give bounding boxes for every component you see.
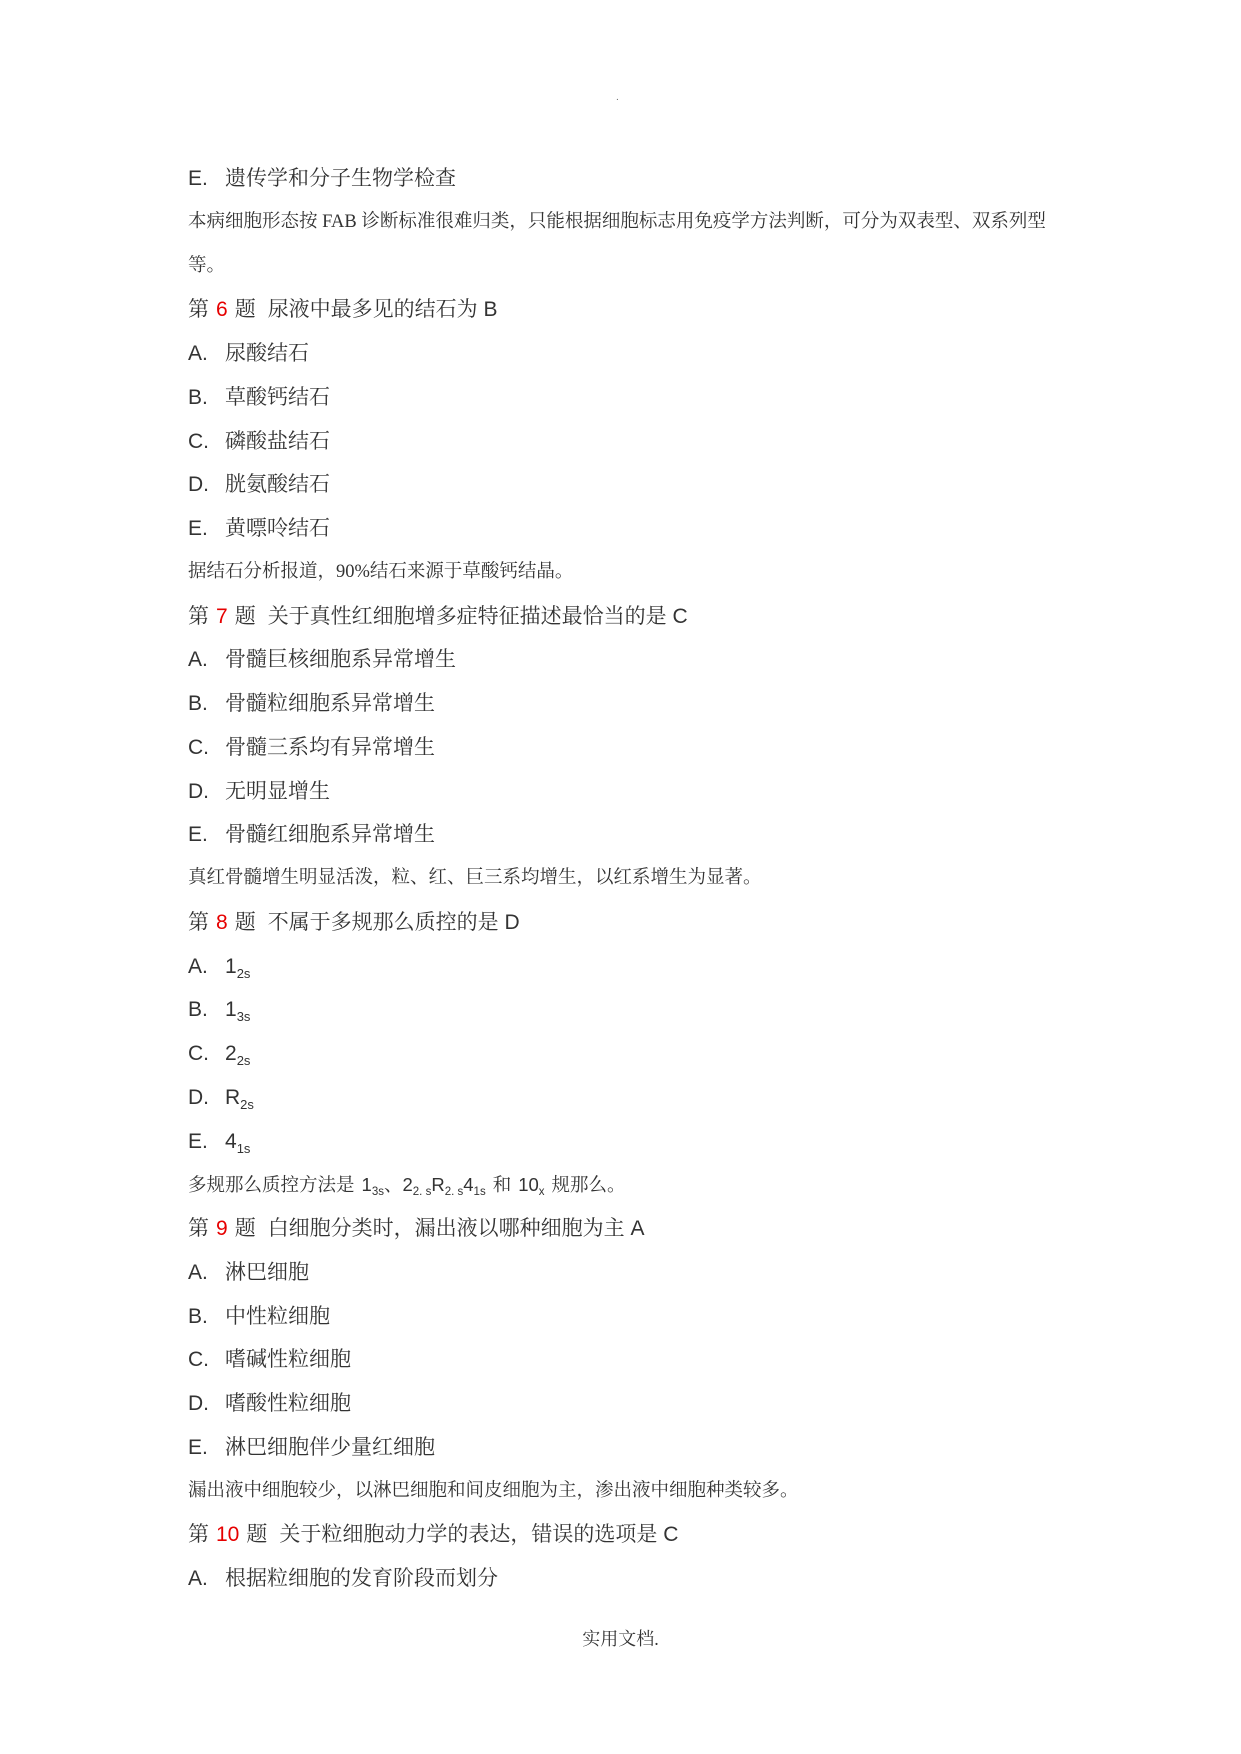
rule-conjunction: 和 <box>492 1176 512 1197</box>
explanation-line <box>188 1163 1054 1207</box>
option-text: 骨髓巨核细胞系异常增生 <box>225 648 456 672</box>
page-footer: 实用文档. <box>582 1629 659 1649</box>
subscript: 2. s <box>444 1186 464 1199</box>
option-line <box>188 1557 1054 1601</box>
subscript: 1s <box>236 1140 251 1156</box>
option-letter: B. <box>188 692 208 715</box>
option-letter: E. <box>188 167 208 190</box>
question-prefix: 第 <box>188 298 209 322</box>
question-number: 6 <box>216 298 228 322</box>
question-heading <box>188 1513 1054 1557</box>
question-prefix: 第 <box>188 1523 209 1547</box>
rule-base: 4 <box>463 1174 474 1196</box>
option-line <box>188 770 1054 814</box>
subscript: 2s <box>236 965 251 981</box>
option-letter: B. <box>188 998 208 1022</box>
option-line <box>188 945 1054 989</box>
question-number: 8 <box>216 910 228 934</box>
option-text: 骨髓红细胞系异常增生 <box>225 823 435 847</box>
option-line <box>188 157 1054 201</box>
option-text: 骨髓三系均有异常增生 <box>225 735 435 759</box>
subscript: 2s <box>236 1053 251 1068</box>
option-text: 4 <box>225 1129 237 1153</box>
option-line <box>188 813 1054 857</box>
option-text: 磷酸盐结石 <box>225 429 330 453</box>
question-stem: 白细胞分类时，漏出液以哪种细胞为主 A <box>267 1217 645 1240</box>
option-line <box>188 988 1054 1032</box>
option-letter: C. <box>188 735 209 759</box>
option-letter: A. <box>188 1260 208 1284</box>
option-line <box>188 1426 1054 1470</box>
option-line <box>188 376 1054 420</box>
option-line <box>188 1076 1054 1120</box>
subscript: x <box>538 1186 545 1199</box>
option-line <box>188 1120 1054 1164</box>
option-line <box>188 332 1054 376</box>
option-line <box>188 420 1054 464</box>
explanation-line: 漏出液中细胞较少，以淋巴细胞和间皮细胞为主，渗出液中细胞种类较多。 <box>188 1480 799 1501</box>
rule-base: 1 <box>361 1174 372 1196</box>
option-text: 遗传学和分子生物学检查 <box>225 167 456 190</box>
subscript: 1s <box>473 1186 486 1199</box>
explanation-lead: 多规那么质控方法是 <box>188 1176 355 1197</box>
question-heading <box>188 1207 1054 1251</box>
question-number: 10 <box>216 1523 240 1547</box>
option-text: 骨髓粒细胞系异常增生 <box>225 692 435 715</box>
question-prefix: 第 <box>188 910 209 934</box>
option-line <box>188 726 1054 770</box>
option-text: 嗜碱性粒细胞 <box>225 1348 351 1372</box>
option-text: 根据粒细胞的发育阶段而划分 <box>225 1567 498 1590</box>
question-number: 7 <box>216 604 228 628</box>
option-line <box>188 1032 1054 1076</box>
option-text: 无明显增生 <box>225 779 330 803</box>
option-text: 1 <box>225 998 237 1022</box>
rule-separator: 、 <box>383 1176 403 1197</box>
option-letter: C. <box>188 1042 209 1065</box>
option-text: 嗜酸性粒细胞 <box>225 1392 351 1415</box>
question-suffix: 题 <box>234 298 256 322</box>
option-line <box>188 1251 1054 1295</box>
subscript: 3s <box>236 1009 251 1025</box>
explanation-line: 真红骨髓增生明显活泼，粒、红、巨三系均增生，以红系增生为显著。 <box>188 868 762 888</box>
option-letter: B. <box>188 1304 208 1328</box>
option-text: 1 <box>225 954 237 978</box>
explanation-line: 本病细胞形态按 FAB 诊断标准很难归类，只能根据细胞标志用免疫学方法判断，可分为双表型、双系列型 <box>188 211 1046 232</box>
question-prefix: 第 <box>188 604 209 628</box>
question-prefix: 第 <box>188 1217 209 1240</box>
option-line <box>188 463 1054 507</box>
rule-base: 2 <box>402 1174 413 1196</box>
option-letter: E. <box>188 823 208 847</box>
option-letter: A. <box>188 342 208 365</box>
option-letter: C. <box>188 429 209 453</box>
rule-base: R <box>431 1174 445 1196</box>
option-line <box>188 638 1054 682</box>
option-text: 胱氨酸结石 <box>225 473 330 497</box>
question-stem: 尿液中最多见的结石为 B <box>267 298 498 322</box>
option-line <box>188 507 1054 551</box>
option-line <box>188 682 1054 726</box>
question-number: 9 <box>216 1217 228 1240</box>
option-line <box>188 1295 1054 1339</box>
document-body <box>188 157 1054 1601</box>
option-text: 黄嘌呤结石 <box>225 517 330 540</box>
option-letter: E. <box>188 517 208 540</box>
explanation-line: 据结石分析报道，90%结石来源于草酸钙结晶。 <box>188 561 574 582</box>
option-text: R <box>225 1085 241 1109</box>
option-letter: B. <box>188 385 208 409</box>
option-line <box>188 1382 1054 1426</box>
question-heading <box>188 595 1054 639</box>
option-line <box>188 1338 1054 1382</box>
option-letter: A. <box>188 648 208 672</box>
subscript: 3s <box>371 1186 384 1199</box>
option-text: 尿酸结石 <box>225 342 309 365</box>
option-text: 中性粒细胞 <box>225 1304 330 1328</box>
option-text: 淋巴细胞伴少量红细胞 <box>225 1435 435 1459</box>
subscript: 2s <box>240 1096 254 1112</box>
option-letter: D. <box>188 473 209 497</box>
page-mark: . <box>616 92 619 103</box>
option-letter: E. <box>188 1129 208 1153</box>
question-stem: 关于真性红细胞增多症特征描述最恰当的是 C <box>267 604 688 628</box>
explanation-tail: 规那么。 <box>551 1176 626 1197</box>
question-suffix: 题 <box>234 604 256 628</box>
option-letter: A. <box>188 1567 208 1590</box>
explanation-line: 等。 <box>188 255 226 276</box>
rule-base: 10 <box>518 1174 539 1196</box>
question-heading <box>188 901 1054 945</box>
option-text: 2 <box>225 1042 237 1065</box>
question-suffix: 题 <box>234 1217 256 1240</box>
option-letter: C. <box>188 1348 209 1372</box>
question-stem: 关于粒细胞动力学的表达，错误的选项是 C <box>279 1523 679 1547</box>
subscript: 2. s <box>412 1186 432 1199</box>
option-letter: D. <box>188 1392 209 1415</box>
question-stem: 不属于多规那么质控的是 D <box>267 910 520 934</box>
option-letter: E. <box>188 1435 208 1459</box>
option-letter: D. <box>188 779 209 803</box>
option-text: 淋巴细胞 <box>225 1260 309 1284</box>
option-letter: D. <box>188 1085 209 1109</box>
question-suffix: 题 <box>234 910 256 934</box>
question-suffix: 题 <box>246 1523 268 1547</box>
option-text: 草酸钙结石 <box>225 385 330 409</box>
question-heading <box>188 288 1054 332</box>
option-letter: A. <box>188 954 208 978</box>
